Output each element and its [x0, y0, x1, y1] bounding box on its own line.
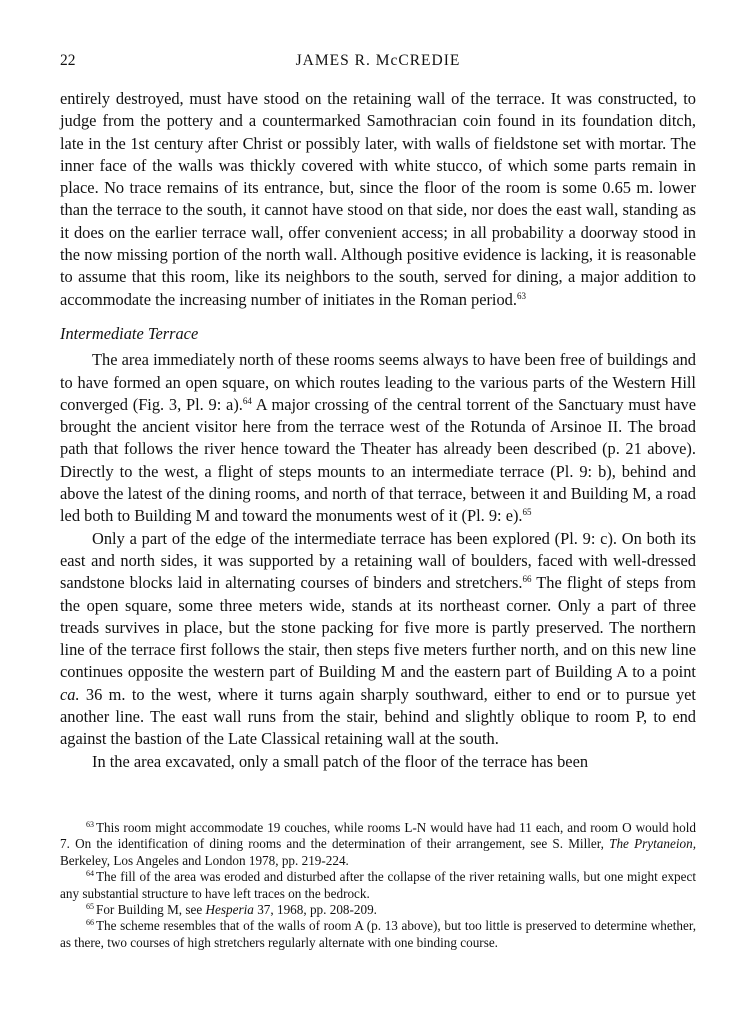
paragraph-4: In the area excavated, only a small patch of the floor of the terrace has been: [92, 751, 589, 771]
footnote-ref-66[interactable]: 66: [522, 574, 532, 585]
paragraph-3: Only a part of the edge of the intermediate terrace has been explored (Pl. 9: c). On both its east and north sides, it was supported by a retaining wall of boulders, faced with well-dressed sandstone blocks laid in alternating courses of binders and stretchers.$^{66}$ The flight of steps from the open square, some three meters wide, stands at its northeast corner. Only a part of three treads survives in place, but the stone packing for five more is partly preserved. The northern line of the terrace first follows the stair, then steps five meters further north, and on this new line continues opposite the western part of Building M and the eastern part of Building A to a point ca. 36 m. to the west, where it turns again sharply southward, either to end or to pursue yet another line. The east wall runs from the stair, behind and slightly oblique to room P, to end against the bastion of the Late Classical retaining wall at the south.: [60, 528, 696, 749]
page-header: [60, 52, 696, 74]
footnote-66: $^{66}$ The scheme resembles that of the walls of room A (p. 13 above), but too little is preserved to determine whether, as there, two courses of high stretchers regularly alternate with one binding course.: [60, 918, 696, 950]
footnote-ref-65[interactable]: 65: [522, 507, 532, 518]
paragraph-2: The area immediately north of these rooms seems always to have been free of buildings and to have formed an open square, on which routes leading to the various parts of the Western Hill converged (Fig. 3, Pl. 9: a).$^{64}$ A major crossing of the central torrent of the Sanctuary must have brought the ancient visitor here from the terrace west of the Rotunda of Arsinoe II. The broad path that follows the river hence toward the Theater has already been described (p. 21 above). Directly to the west, a flight of steps mounts to an intermediate terrace (Pl. 9: b), behind and above the latest of the dining rooms, and north of that terrace, between it and Building M, a road led both to Building M and toward the monuments west of it (Pl. 9: e).$^{65}$: [60, 350, 696, 526]
section-heading: Intermediate Terrace: [60, 323, 199, 343]
body-text: [60, 88, 696, 773]
footnote-65: $^{65}$ For Building M, see Hesperia 37, 1968, pp. 208-209.: [86, 902, 377, 918]
footnote-ref-64[interactable]: 64: [242, 395, 252, 406]
footnote-ref-63[interactable]: 63: [516, 290, 526, 301]
running-head: JAMES R. McCREDIE: [295, 52, 461, 69]
page-number: 22: [60, 52, 76, 69]
footnote-64: $^{64}$ The fill of the area was eroded and disturbed after the collapse of the river retaining walls, but one might expect any substantial structure to have left traces on the bedrock.: [60, 869, 696, 901]
footnote-63: $^{63}$ This room might accommodate 19 couches, while rooms L-N would have had 11 each, and room O would hold 7. On the identification of dining rooms and the determination of their arrangement, see S. Miller, The Prytaneion, Berkeley, Los Angeles and London 1978, pp. 219-224.: [60, 820, 696, 868]
paragraph-1: entirely destroyed, must have stood on the retaining wall of the terrace. It was constructed, to judge from the pottery and a countermarked Samothracian coin found in its foundation ditch, late in the 1st century after Christ or possibly later, with walls of fieldstone set with mortar. The inner face of the walls was thickly covered with white stucco, of which some parts remain in place. No trace remains of its entrance, but, since the floor of the room is some 0.65 m. lower than the terrace to the south, it cannot have stood on that side, nor does the east wall, standing as it does on the earlier terrace wall, offer convenient access; in all probability a doorway stood in the now missing portion of the north wall. Although positive evidence is lacking, it is reasonable to assume that this room, like its neighbors to the south, served for dining, a major addition to accommodate the increasing number of initiates in the Roman period.$^{63}$: [60, 89, 696, 309]
footnotes: [60, 820, 696, 951]
